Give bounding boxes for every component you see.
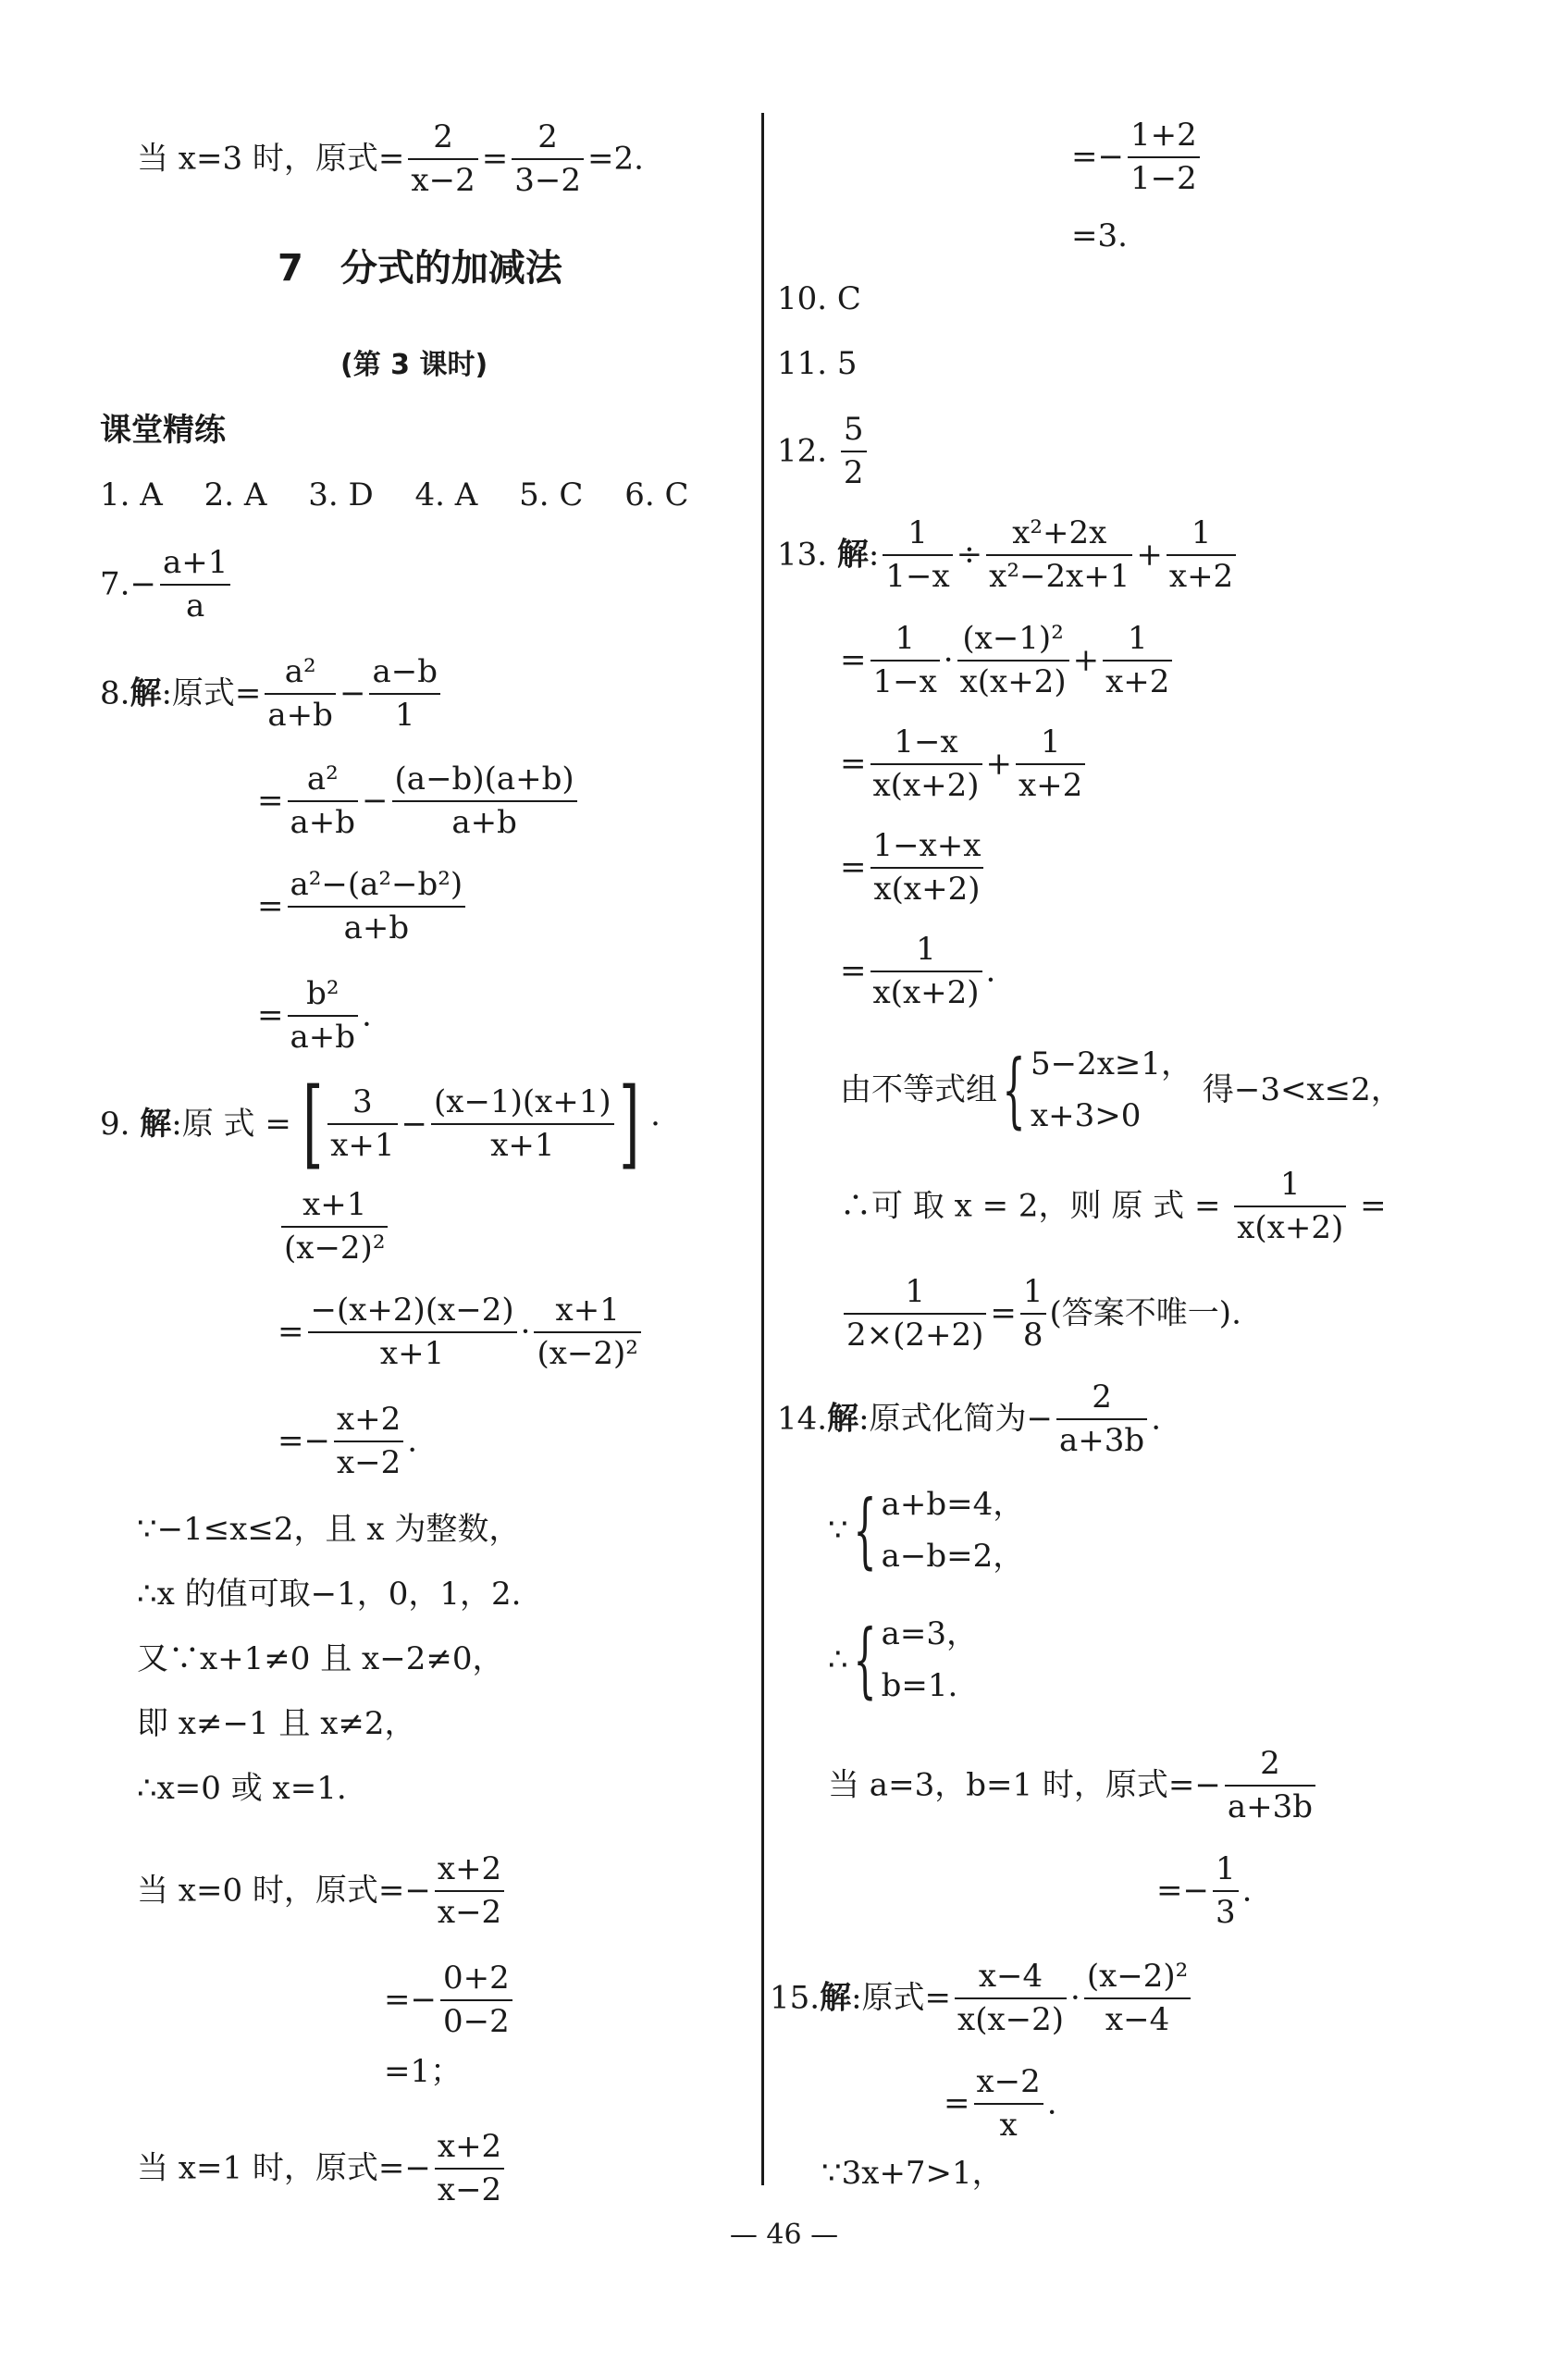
fraction: $\frac{1+2}{1-2}$ xyxy=(1128,118,1200,195)
answer-q10: 10. C xyxy=(777,280,861,317)
q9-text-4: 即 x≠−1 且 x≠2， xyxy=(137,1705,416,1742)
system-equations: a+b=4， a−b=2， xyxy=(881,1486,1025,1576)
answer-q9-line4: =− $\frac{x+2}{x-2}$ . xyxy=(278,1401,418,1481)
continued-result: =3. xyxy=(1071,217,1128,254)
fraction: $\frac{\text{a²}}{a+b}$ xyxy=(288,762,359,839)
fraction: $\frac{\text{a²−(a²−b²)}}{a+b}$ xyxy=(288,868,466,945)
fraction: $\frac{2}{a+3b}$ xyxy=(1056,1380,1147,1457)
section-heading: 课堂精练 xyxy=(100,412,226,449)
fraction: $\frac{1}{1-x}$ xyxy=(870,622,940,699)
answer-q13-line5: = $\frac{1}{x(x+2)}$ . xyxy=(840,931,996,1011)
fraction: $\frac{\text{a²}}{a+b}$ xyxy=(265,655,336,732)
fraction: $\frac{1}{1-x}$ xyxy=(883,516,952,593)
fraction: $\frac{1-x+x}{x(x+2)}$ xyxy=(870,829,984,906)
system-equations: 5−2x≥1， x+3>0 xyxy=(1031,1045,1193,1135)
fraction: $\frac{\text{x²+2x}}{\text{x²−2x+1}}$ xyxy=(986,516,1132,593)
fraction: $\frac{\text{b²}}{a+b}$ xyxy=(288,977,359,1054)
fraction: $\frac{1}{x(x+2)}$ xyxy=(1234,1168,1346,1244)
q14-result: =− $\frac{1}{3}$ . xyxy=(1156,1850,1253,1931)
q14-substitute: 当 a=3，b=1 时，原式=− $\frac{2}{a+3b}$ xyxy=(828,1747,1319,1824)
fraction: $\frac{\text{(x−1)²}}{x(x+2)}$ xyxy=(957,622,1069,699)
answer-q12: 12. $\frac{5}{2}$ xyxy=(777,413,870,489)
answer-q13-line2: = $\frac{1}{1-x}$ · $\frac{\text{(x−1)²}}{x(x+2)}$ + $\frac{1}{x+2}$ xyxy=(840,622,1176,699)
q15-text-1: ∵3x+7>1， xyxy=(821,2155,1004,2192)
answer-q15-line1: 15.解:原式= $\frac{x-4}{x(x-2)}$ · $\frac{\text{(x−2)²}}{x-4}$ xyxy=(770,1960,1194,2036)
fraction: $\frac{x-2}{x}$ xyxy=(974,2065,1043,2142)
answer-q8-line3: = $\frac{\text{a²−(a²−b²)}}{a+b}$ xyxy=(257,868,469,945)
answer-q9-line3: = $\frac{-(x+2)(x-2)}{x+1}$ · $\frac{x+1}{\text{(x−2)²}}$ xyxy=(278,1293,645,1370)
fraction: $\frac{2}{3-2}$ xyxy=(512,120,584,197)
fraction: $\frac{1}{x(x+2)}$ xyxy=(870,933,982,1009)
q14-system-given: ∵{ a+b=4， a−b=2， xyxy=(828,1478,1024,1582)
answer-q8-line4: = $\frac{\text{b²}}{a+b}$ . xyxy=(257,975,372,1056)
lesson-subtitle: (第 3 课时) xyxy=(340,349,488,381)
answer-q14-line1: 14.解:原式化简为− $\frac{2}{a+3b}$ . xyxy=(777,1379,1161,1459)
answer-q13-line4: = $\frac{1-x+x}{x(x+2)}$ xyxy=(840,829,987,906)
answer-q8-line1: 8.解:原式= $\frac{\text{a²}}{a+b}$ − $\frac{a-b}{1}$ xyxy=(100,655,444,732)
fraction: $\frac{-(x+2)(x-2)}{x+1}$ xyxy=(308,1293,517,1370)
fraction: $\frac{(a-b)(a+b)}{a+b}$ xyxy=(392,762,577,839)
fraction: $\frac{\text{(x−2)²}}{x-4}$ xyxy=(1084,1960,1191,2036)
q9-text-2: ∴x 的值可取−1，0，1，2. xyxy=(137,1576,522,1613)
q13-result: $\frac{1}{2\times(2+2)}$ = $\frac{1}{8}$ (答案不唯一). xyxy=(840,1275,1241,1352)
fraction: $\frac{3}{x+1}$ xyxy=(327,1085,397,1162)
q13-inequality-system: 由不等式组{ 5−2x≥1， x+3>0 得−3<x≤2， xyxy=(840,1038,1402,1142)
answer-q7: 7.− $\frac{a+1}{a}$ xyxy=(100,546,234,623)
fraction: $\frac{x-4}{x(x-2)}$ xyxy=(955,1960,1067,2036)
answer-q8-line2: = $\frac{\text{a²}}{a+b}$ − $\frac{(a-b)(a+b)}{a+b}$ xyxy=(257,762,581,839)
fraction: $\frac{1}{3}$ xyxy=(1213,1852,1239,1929)
q9-text-1: ∵−1≤x≤2，且 x 为整数， xyxy=(137,1511,521,1548)
mc-answers: 1. A 2. A 3. D 4. A 5. C 6. C xyxy=(100,476,689,513)
fraction: $\frac{(x-1)(x+1)}{x+1}$ xyxy=(431,1085,614,1162)
fraction: $\frac{1}{x+2}$ xyxy=(1016,725,1085,802)
q9-case-x0-result: =1； xyxy=(384,2053,463,2090)
fraction: $\frac{x+2}{x-2}$ xyxy=(435,1852,504,1929)
fraction: $\frac{2}{a+3b}$ xyxy=(1225,1747,1315,1824)
fraction: $\frac{x+2}{x-2}$ xyxy=(435,2130,504,2207)
fraction: $\frac{1}{8}$ xyxy=(1020,1275,1046,1352)
fraction: $\frac{1}{2\times(2+2)}$ xyxy=(844,1275,986,1352)
answer-q9-line2 xyxy=(278,1188,391,1265)
q14-system-solution: ∴{ a=3， b=1. xyxy=(828,1608,978,1712)
answer-q13-line1: 13. 解: $\frac{1}{1-x}$ ÷ $\frac{\text{x²+2x}}{\text{x²−2x+1}}$ + $\frac{1}{x+2}$ xyxy=(777,516,1240,593)
q9-text-3: 又∵x+1≠0 且 x−2≠0， xyxy=(137,1640,504,1677)
fraction: $\frac{a-b}{1}$ xyxy=(369,655,440,732)
fraction: $\frac{1-x}{x(x+2)}$ xyxy=(870,725,982,802)
fraction: $\frac{5}{2}$ xyxy=(841,413,867,489)
q9-text-5: ∴x=0 或 x=1. xyxy=(137,1770,347,1807)
fraction: $\frac{1}{x+2}$ xyxy=(1167,516,1236,593)
answer-q11: 11. 5 xyxy=(777,345,858,382)
continued-line1: =− $\frac{1+2}{1-2}$ xyxy=(1071,118,1204,195)
fraction: $\frac{x+1}{\text{(x−2)²}}$ xyxy=(281,1188,388,1265)
fraction: $\frac{x+1}{\text{(x−2)²}}$ xyxy=(534,1293,640,1370)
answer-q13-line3: = $\frac{1-x}{x(x+2)}$ + $\frac{1}{x+2}$ xyxy=(840,725,1089,802)
fraction: $\frac{0+2}{0-2}$ xyxy=(440,1961,512,2038)
answer-line-x3: 当 x=3 时，原式= $\frac{2}{x-2}$ = $\frac{2}{3-2}$ =2. xyxy=(137,118,644,199)
answer-q9-line1: 9. 解:原 式 = [ $\frac{3}{x+1}$ − $\frac{(x-1)(x+1)}{x+1}$ ] · xyxy=(100,1067,661,1180)
system-equations: a=3， b=1. xyxy=(881,1615,979,1705)
q9-case-x0: 当 x=0 时，原式=− $\frac{x+2}{x-2}$ xyxy=(137,1852,508,1929)
fraction: $\frac{1}{x+2}$ xyxy=(1103,622,1172,699)
q9-case-x0-step2: =− $\frac{0+2}{0-2}$ xyxy=(384,1961,516,2038)
fraction: $\frac{a+1}{a}$ xyxy=(160,546,230,623)
column-divider xyxy=(761,113,764,2185)
page-number: — 46 — xyxy=(729,2219,839,2251)
fraction: $\frac{x+2}{x-2}$ xyxy=(334,1403,403,1479)
fraction: $\frac{2}{x-2}$ xyxy=(408,120,477,197)
section-title: 7 分式的加减法 xyxy=(278,247,562,290)
answer-q15-line2: = $\frac{x-2}{x}$ . xyxy=(944,2063,1057,2144)
q9-case-x1: 当 x=1 时，原式=− $\frac{x+2}{x-2}$ xyxy=(137,2130,508,2207)
q13-take-value: ∴可 取 x = 2，则 原 式 = $\frac{1}{x(x+2)}$ = xyxy=(840,1166,1387,1246)
